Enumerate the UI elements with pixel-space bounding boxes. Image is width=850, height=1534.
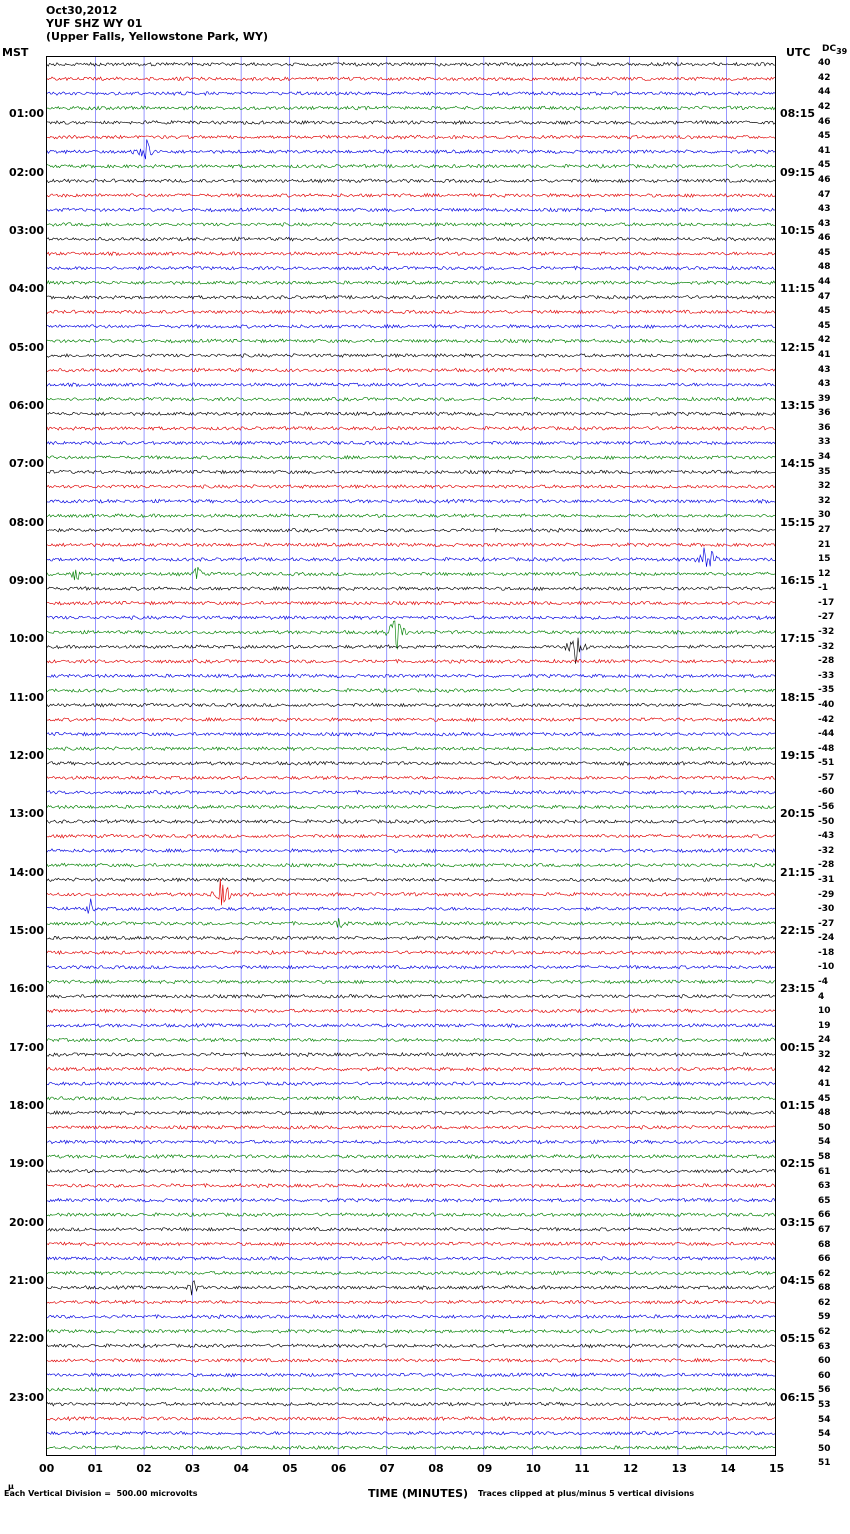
dc-offset-value: 54: [818, 1429, 831, 1440]
hour-label-mst: 11:00: [8, 690, 44, 704]
seismogram-plot: [46, 56, 776, 1456]
dc-offset-value: 68: [818, 1283, 831, 1294]
dc-offset-value: 36: [818, 422, 831, 433]
microvolt-symbol: μ: [8, 1482, 14, 1491]
dc-offset-value: -18: [818, 947, 835, 958]
dc-offset-value: 44: [818, 277, 831, 288]
axis-label-dc: $DC_{39}$: [822, 44, 848, 56]
dc-offset-value: 53: [818, 1399, 831, 1410]
axis-label-utc: UTC: [786, 46, 811, 59]
dc-offset-value: -42: [818, 714, 835, 725]
hour-label-utc: 23:15: [780, 982, 816, 996]
dc-offset-value: 42: [818, 1064, 831, 1075]
x-tick-label: 10: [525, 1462, 541, 1475]
hour-label-mst: 02:00: [8, 165, 44, 179]
dc-offset-value: 32: [818, 1049, 831, 1060]
footer-scale-note: Each Vertical Division = 500.00 microvolts: [4, 1489, 198, 1498]
hour-label-mst: 20:00: [8, 1215, 44, 1229]
dc-offset-value: 10: [818, 1006, 831, 1017]
dc-offset-value: -27: [818, 612, 835, 623]
dc-offset-value: -60: [818, 787, 835, 798]
x-tick-label: 04: [233, 1462, 249, 1475]
hour-label-utc: 22:15: [780, 924, 816, 937]
header-date: Oct30,2012: [46, 4, 118, 17]
hour-label-mst: 16:00: [8, 982, 44, 996]
dc-offset-value: 59: [818, 1312, 831, 1323]
dc-offset-value: 30: [818, 510, 831, 521]
dc-offset-value: 66: [818, 1254, 831, 1265]
dc-offset-value: 33: [818, 437, 831, 448]
dc-offset-value: 42: [818, 102, 831, 113]
dc-offset-value: 47: [818, 189, 831, 200]
dc-offset-value: 60: [818, 1356, 831, 1367]
dc-offset-value: 24: [818, 1035, 831, 1046]
dc-offset-value: -32: [818, 845, 835, 856]
hour-label-utc: 03:15: [780, 1215, 816, 1229]
dc-offset-value: 45: [818, 131, 831, 142]
dc-offset-value: 63: [818, 1341, 831, 1352]
x-tick-label: 15: [769, 1462, 785, 1475]
hour-label-mst: 18:00: [8, 1099, 44, 1112]
hour-label-utc: 12:15: [780, 340, 816, 354]
dc-offset-value: 43: [818, 218, 831, 229]
hour-label-utc: 17:15: [780, 632, 816, 646]
hour-label-utc: 21:15: [780, 865, 816, 879]
dc-offset-value: 60: [818, 1370, 831, 1381]
dc-offset-value: -28: [818, 656, 835, 667]
dc-offset-value: 35: [818, 466, 831, 477]
chart-header: [46, 4, 268, 43]
dc-offset-value: -35: [818, 685, 835, 696]
dc-offset-value: 43: [818, 364, 831, 375]
header-station: YUF SHZ WY 01: [46, 17, 143, 30]
dc-offset-value: 41: [818, 349, 831, 360]
hour-label-utc: 05:15: [780, 1332, 816, 1346]
dc-offset-value: 34: [818, 452, 831, 463]
dc-offset-value: -31: [818, 874, 835, 885]
dc-offset-value: -33: [818, 670, 835, 681]
footer-xlabel: TIME (MINUTES): [368, 1487, 469, 1500]
dc-offset-value: 47: [818, 291, 831, 302]
dc-offset-value: 67: [818, 1224, 831, 1235]
x-tick-label: 11: [574, 1462, 590, 1475]
hour-label-utc: 09:15: [780, 165, 816, 179]
dc-offset-value: 48: [818, 1108, 831, 1119]
hour-label-utc: 14:15: [780, 457, 816, 471]
dc-offset-value: -44: [818, 729, 835, 740]
dc-offset-value: 44: [818, 87, 831, 98]
x-tick-label: 13: [671, 1462, 687, 1475]
hour-label-utc: 13:15: [780, 399, 816, 412]
hour-label-mst: 22:00: [8, 1332, 44, 1346]
hour-label-utc: 10:15: [780, 224, 816, 237]
dc-offset-value: -28: [818, 860, 835, 871]
hour-label-utc: 11:15: [780, 282, 816, 296]
hour-label-mst: 23:00: [8, 1390, 44, 1404]
dc-offset-value: 19: [818, 1020, 831, 1031]
hour-label-utc: 19:15: [780, 749, 816, 762]
x-tick-label: 14: [720, 1462, 736, 1475]
axis-label-mst: MST: [2, 46, 29, 59]
dc-offset-value: 62: [818, 1268, 831, 1279]
dc-offset-value: 43: [818, 379, 831, 390]
x-tick-label: 05: [282, 1462, 298, 1475]
dc-offset-value: 32: [818, 495, 831, 506]
hour-label-mst: 09:00: [8, 574, 44, 587]
header-location: (Upper Falls, Yellowstone Park, WY): [46, 30, 269, 43]
dc-offset-value: 66: [818, 1210, 831, 1221]
dc-offset-value: -27: [818, 918, 835, 929]
dc-offset-value: 45: [818, 1093, 831, 1104]
x-tick-label: 08: [428, 1462, 444, 1475]
dc-offset-value: -4: [818, 977, 828, 988]
dc-offset-value: -32: [818, 641, 835, 652]
dc-offset-value: 21: [818, 539, 831, 550]
dc-offset-value: -40: [818, 699, 835, 710]
dc-offset-value: -43: [818, 831, 835, 842]
dc-offset-value: 54: [818, 1414, 831, 1425]
hour-label-mst: 05:00: [8, 340, 44, 354]
hour-label-mst: 06:00: [8, 399, 44, 412]
dc-offset-value: 36: [818, 408, 831, 419]
dc-offset-value: -48: [818, 743, 835, 754]
dc-offset-value: 12: [818, 568, 831, 579]
dc-offset-value: 54: [818, 1137, 831, 1148]
footer-clip-note: Traces clipped at plus/minus 5 vertical divisions: [478, 1489, 695, 1498]
dc-offset-value: 51: [818, 1458, 831, 1469]
dc-offset-value: -51: [818, 758, 835, 769]
dc-offset-value: 39: [818, 393, 831, 404]
dc-offset-value: -10: [818, 962, 835, 973]
hour-label-mst: 03:00: [8, 224, 44, 237]
dc-offset-value: 62: [818, 1327, 831, 1338]
dc-offset-value: 63: [818, 1181, 831, 1192]
dc-offset-value: 32: [818, 481, 831, 492]
dc-offset-value: 15: [818, 554, 831, 565]
hour-label-utc: 00:15: [780, 1040, 816, 1054]
dc-offset-value: 40: [818, 58, 831, 69]
hour-label-utc: 02:15: [780, 1157, 816, 1171]
dc-offset-value: -57: [818, 772, 835, 783]
hour-label-mst: 12:00: [8, 749, 44, 762]
hour-label-mst: 15:00: [8, 924, 44, 937]
dc-offset-value: 56: [818, 1385, 831, 1396]
dc-offset-value: 65: [818, 1195, 831, 1206]
x-tick-label: 07: [379, 1462, 395, 1475]
dc-offset-value: -24: [818, 933, 835, 944]
dc-offset-value: 41: [818, 1079, 831, 1090]
dc-offset-value: 46: [818, 233, 831, 244]
dc-offset-value: 50: [818, 1443, 831, 1454]
dc-offset-value: 48: [818, 262, 831, 273]
dc-offset-value: 42: [818, 72, 831, 83]
dc-offset-value: 61: [818, 1166, 831, 1177]
x-tick-label: 02: [136, 1462, 152, 1475]
x-tick-label: 06: [331, 1462, 347, 1475]
x-tick-label: 03: [185, 1462, 201, 1475]
hour-label-mst: 17:00: [8, 1040, 44, 1054]
dc-offset-value: 46: [818, 116, 831, 127]
dc-offset-value: -17: [818, 597, 835, 608]
hour-label-mst: 01:00: [8, 107, 44, 121]
hour-label-utc: 18:15: [780, 690, 816, 704]
hour-label-mst: 10:00: [8, 632, 44, 646]
hour-label-utc: 01:15: [780, 1099, 816, 1112]
dc-offset-value: -50: [818, 816, 835, 827]
dc-offset-value: 68: [818, 1239, 831, 1250]
hour-label-mst: 07:00: [8, 457, 44, 471]
dc-offset-value: 58: [818, 1152, 831, 1163]
dc-offset-value: -56: [818, 802, 835, 813]
hour-label-utc: 16:15: [780, 574, 816, 587]
hour-label-utc: 20:15: [780, 807, 816, 821]
hour-label-utc: 06:15: [780, 1390, 816, 1404]
hour-label-mst: 04:00: [8, 282, 44, 296]
dc-offset-value: 4: [818, 991, 825, 1002]
x-tick-label: 00: [39, 1462, 55, 1475]
hour-label-utc: 15:15: [780, 515, 816, 529]
dc-offset-value: 45: [818, 160, 831, 171]
dc-offset-value: 42: [818, 335, 831, 346]
dc-offset-value: -32: [818, 627, 835, 638]
dc-offset-value: 45: [818, 306, 831, 317]
dc-offset-value: 62: [818, 1297, 831, 1308]
x-tick-label: 09: [477, 1462, 493, 1475]
hour-label-mst: 08:00: [8, 515, 44, 529]
dc-offset-value: 50: [818, 1122, 831, 1133]
seismogram-traces: [47, 57, 775, 1455]
dc-offset-value: 27: [818, 524, 831, 535]
dc-offset-value: 46: [818, 174, 831, 185]
hour-label-mst: 13:00: [8, 807, 44, 821]
dc-offset-value: 41: [818, 145, 831, 156]
hour-label-utc: 08:15: [780, 107, 816, 121]
dc-offset-value: -30: [818, 904, 835, 915]
dc-offset-value: 45: [818, 247, 831, 258]
hour-label-mst: 21:00: [8, 1274, 44, 1287]
hour-label-utc: 04:15: [780, 1274, 816, 1287]
x-tick-label: 12: [623, 1462, 639, 1475]
dc-offset-value: 43: [818, 204, 831, 215]
hour-label-mst: 19:00: [8, 1157, 44, 1171]
dc-offset-value: 45: [818, 320, 831, 331]
x-tick-label: 01: [87, 1462, 103, 1475]
dc-offset-value: -29: [818, 889, 835, 900]
hour-label-mst: 14:00: [8, 865, 44, 879]
dc-offset-value: -1: [818, 583, 828, 594]
